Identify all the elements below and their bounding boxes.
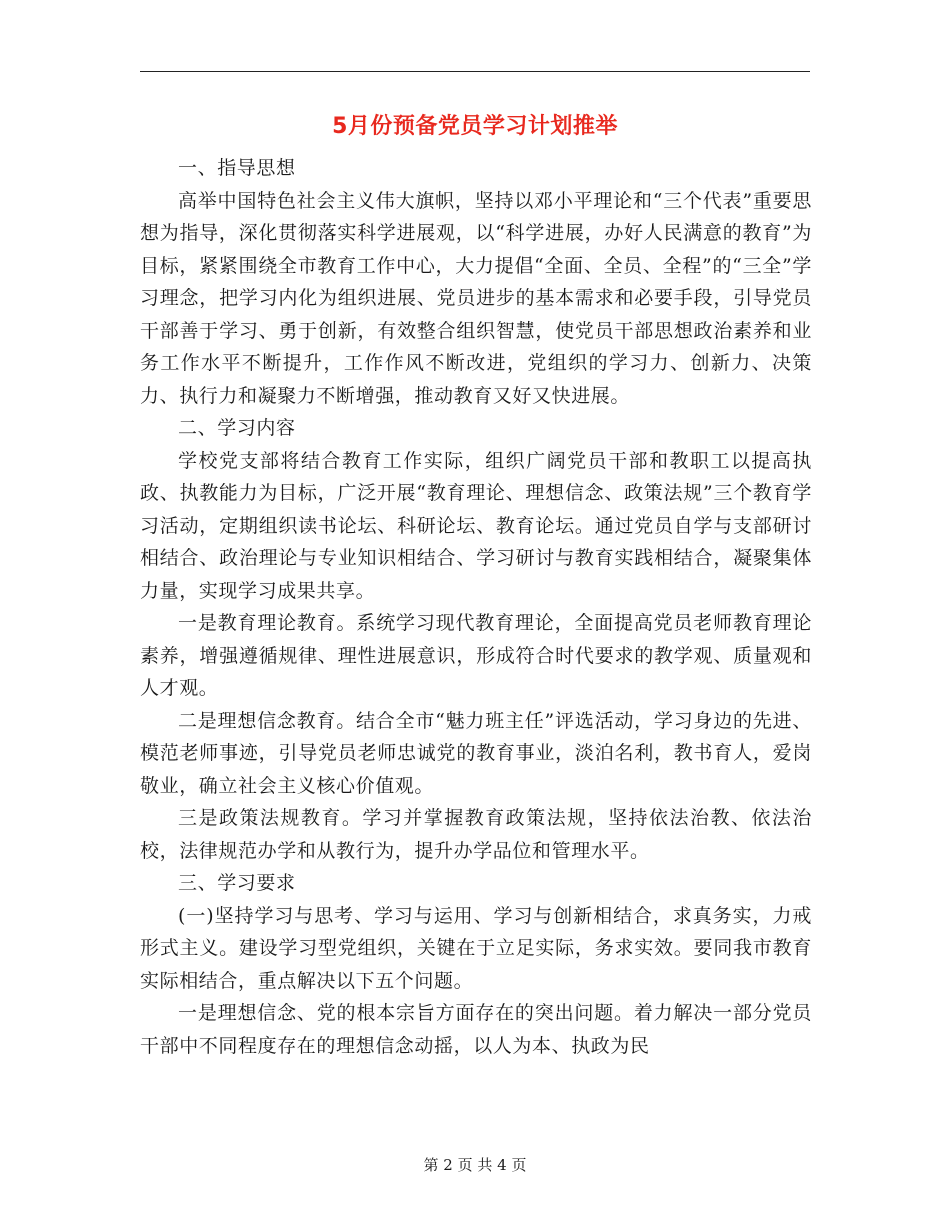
header-rule bbox=[140, 71, 810, 72]
section-heading-study-content: 二、学习内容 bbox=[178, 417, 296, 439]
section-heading-guiding-ideology: 一、指导思想 bbox=[178, 157, 296, 179]
body-paragraph: 高举中国特色社会主义伟大旗帜，坚持以邓小平理论和“三个代表”重要思想为指导，深化贯彻落实科学进展观，以“科学进展，办好人民满意的教育”为目标，紧紧围绕全市教育工作中心，大力提倡“全面、全员、全程”的“三全”学习理念，把学习内化为组织进展、党员进步的基本需求和必要手段，引导党员干部善于学习、勇于创新，有效整合组织智慧，使党员干部思想政治素养和业务工作水平不断提升，工作作风不断改进，党组织的学习力、创新力、决策力、执行力和凝聚力不断增强，推动教育又好又快进展。 bbox=[140, 189, 812, 407]
body-paragraph: 学校党支部将结合教育工作实际，组织广阔党员干部和教职工以提高执政、执教能力为目标，广泛开展“教育理论、理想信念、政策法规”三个教育学习活动，定期组织读书论坛、科研论坛、教育论坛。通过党员自学与支部研讨相结合、政治理论与专业知识相结合、学习研讨与教育实践相结合，凝聚集体力量，实现学习成果共享。 bbox=[140, 449, 812, 602]
page-footer bbox=[0, 1154, 950, 1176]
page-number-label: 第 2 页 共 4 页 bbox=[423, 1156, 527, 1174]
body-paragraph: 三是政策法规教育。学习并掌握教育政策法规，坚持依法治教、依法治校，法律规范办学和从教行为，提升办学品位和管理水平。 bbox=[140, 807, 812, 862]
body-paragraph: 一是教育理论教育。系统学习现代教育理论，全面提高党员老师教育理论素养，增强遵循规律、理性进展意识，形成符合时代要求的教学观、质量观和人才观。 bbox=[140, 612, 812, 699]
document-title: 5月份预备党员学习计划推举 bbox=[332, 114, 618, 139]
body-paragraph: (一)坚持学习与思考、学习与运用、学习与创新相结合，求真务实，力戒形式主义。建设学习型党组织，关键在于立足实际，务求实效。要同我市教育实际相结合，重点解决以下五个问题。 bbox=[140, 904, 812, 992]
body-paragraph: 二是理想信念教育。结合全市“魅力班主任”评选活动，学习身边的先进、模范老师事迹，引导党员老师忠诚党的教育事业，淡泊名利，教书育人，爱岗敬业，确立社会主义核心价值观。 bbox=[140, 709, 812, 797]
section-heading-study-requirements: 三、学习要求 bbox=[178, 872, 296, 894]
body-paragraph: 一是理想信念、党的根本宗旨方面存在的突出问题。着力解决一部分党员干部中不同程度存在的理想信念动摇，以人为本、执政为民 bbox=[140, 1002, 812, 1057]
document-body bbox=[140, 152, 812, 1062]
